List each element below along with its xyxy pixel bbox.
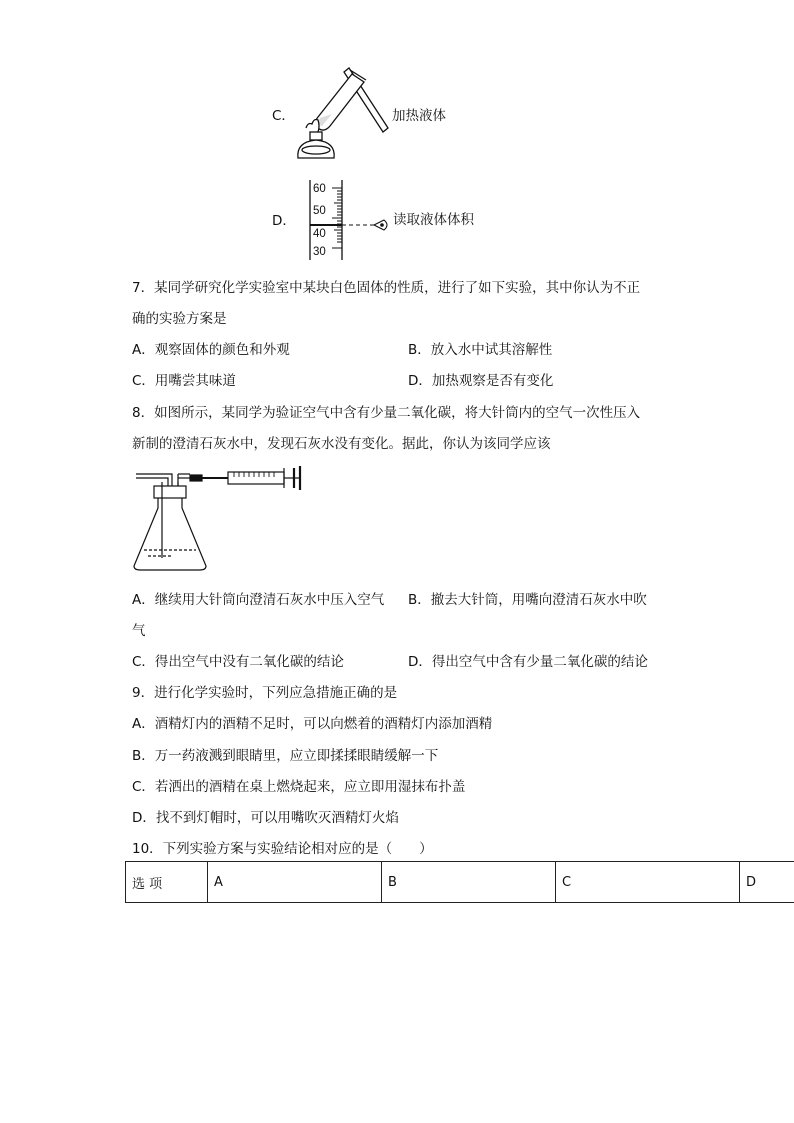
table-header-cell: C xyxy=(556,862,740,903)
cylinder-tick-30: 30 xyxy=(313,246,326,258)
q9-option-b: B．万一药液溅到眼睛里，应立即揉揉眼睛缓解一下 xyxy=(132,748,439,764)
q6-option-c-label: 加热液体 xyxy=(392,108,446,124)
q6-option-d-label: 读取液体体积 xyxy=(393,212,474,228)
q8-option-d: D．得出空气中含有少量二氧化碳的结论 xyxy=(408,654,648,670)
rubber-connector xyxy=(190,475,228,481)
cylinder-tick-40: 40 xyxy=(313,228,326,240)
measuring-cylinder-figure xyxy=(298,178,393,262)
q8-option-b-line1: B．撤去大针筒，用嘴向澄清石灰水中吹 xyxy=(408,592,647,608)
cylinder-tick-60: 60 xyxy=(313,183,326,195)
q8-option-b-line2: 气 xyxy=(132,623,146,639)
q7-stem-line2: 确的实验方案是 xyxy=(132,311,227,327)
q7-option-b: B．放入水中试其溶解性 xyxy=(408,342,553,358)
heating-liquid-figure xyxy=(292,62,402,162)
conical-flask xyxy=(134,474,206,570)
syringe xyxy=(228,466,300,490)
q9-option-d: D．找不到灯帽时，可以用嘴吹灭酒精灯火焰 xyxy=(132,810,399,826)
test-tube xyxy=(316,70,367,130)
syringe-flask-figure xyxy=(132,462,307,574)
q10-stem: 10．下列实验方案与实验结论相对应的是（ ） xyxy=(132,841,433,857)
q7-stem-line1: 7．某同学研究化学实验室中某块白色固体的性质，进行了如下实验，其中你认为不正 xyxy=(132,280,641,296)
cylinder-tick-50: 50 xyxy=(313,205,326,217)
table-header-cell: D xyxy=(740,862,794,903)
table-row xyxy=(126,862,794,903)
q9-option-a: A．酒精灯内的酒精不足时，可以向燃着的酒精灯内添加酒精 xyxy=(132,716,493,732)
q7-option-a: A．观察固体的颜色和外观 xyxy=(132,342,290,358)
table-header-cell: A xyxy=(208,862,382,903)
q6-option-c-letter: C． xyxy=(272,108,295,124)
table-header-cell: 选 项 xyxy=(126,862,208,903)
table-header-cell: B xyxy=(382,862,556,903)
q8-option-c: C．得出空气中没有二氧化碳的结论 xyxy=(132,654,344,670)
q8-stem-line1: 8．如图所示，某同学为验证空气中含有少量二氧化碳，将大针筒内的空气一次性压入 xyxy=(132,405,641,421)
q8-stem-line2: 新制的澄清石灰水中，发现石灰水没有变化。据此，你认为该同学应该 xyxy=(132,436,551,452)
q7-option-c: C．用嘴尝其味道 xyxy=(132,373,236,389)
q8-option-a: A．继续用大针筒向澄清石灰水中压入空气 xyxy=(132,592,385,608)
q9-option-c: C．若洒出的酒精在桌上燃烧起来，应立即用湿抹布扑盖 xyxy=(132,779,466,795)
q9-stem: 9．进行化学实验时，下列应急措施正确的是 xyxy=(132,685,398,701)
q7-option-d: D．加热观察是否有变化 xyxy=(408,373,554,389)
q6-option-d-letter: D． xyxy=(272,213,296,229)
q10-options-table xyxy=(125,861,794,903)
